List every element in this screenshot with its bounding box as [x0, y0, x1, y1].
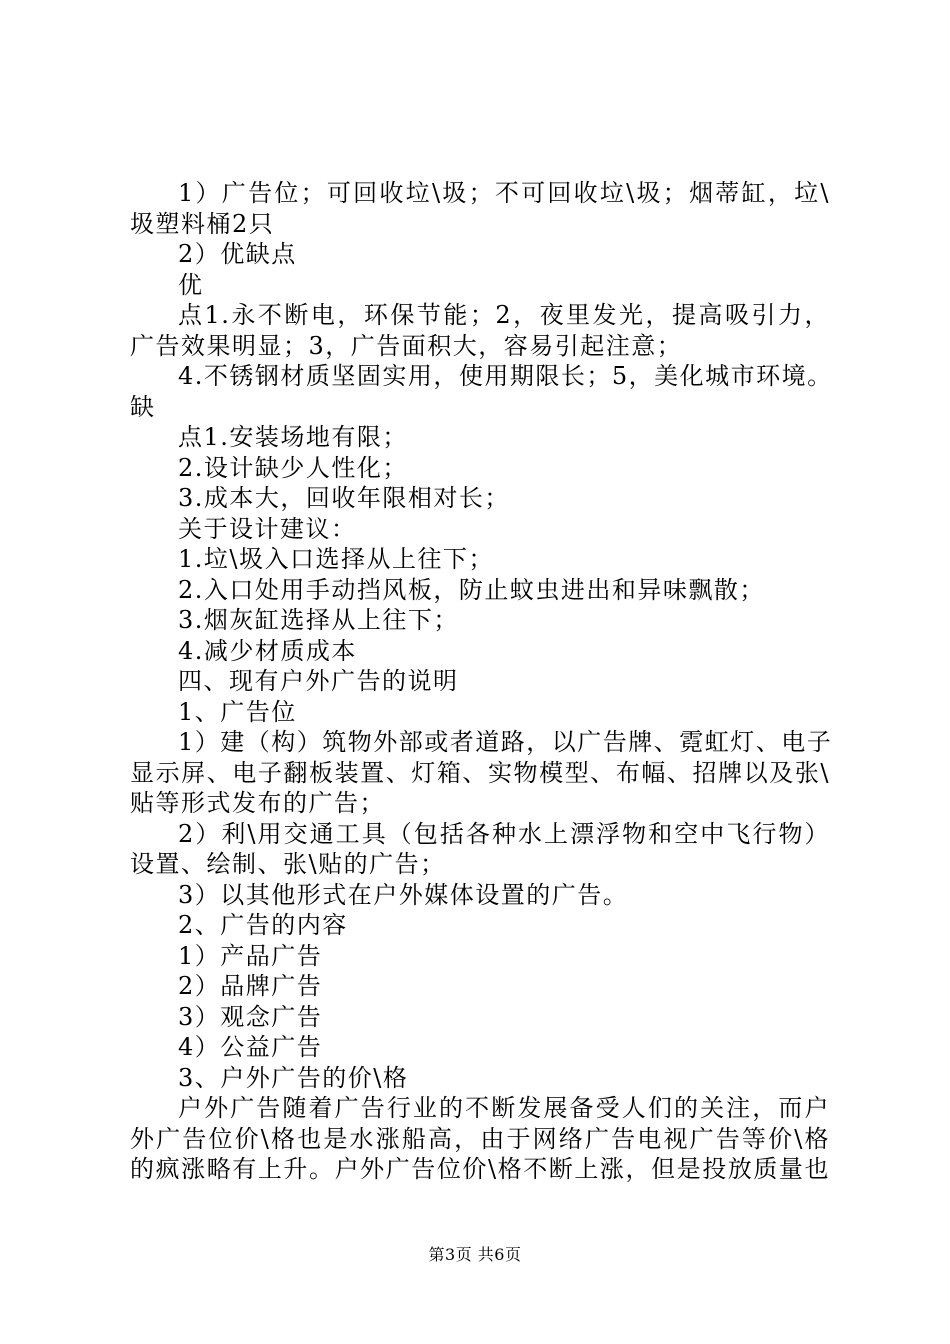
- text-line: 户外广告随着广告行业的不断发展备受人们的关注，而户: [178, 1094, 830, 1122]
- text-line: 1）广告位；可回收垃\圾；不可回收垃\圾；烟蒂缸，垃\: [178, 179, 830, 207]
- text-line: 四、现有户外广告的说明: [178, 667, 459, 695]
- text-line: 的疯涨略有上升。户外广告位价\格不断上涨，但是投放质量也: [130, 1155, 830, 1183]
- text-line: 2）利\用交通工具（包括各种水上漂浮物和空中飞行物）: [178, 819, 830, 848]
- text-line: 4.不锈钢材质坚固实用，使用期限长；5，美化城市环境。: [178, 362, 833, 390]
- text-line: 2.设计缺少人性化；: [178, 453, 408, 482]
- text-line: 显示屏、电子翻板装置、灯箱、实物模型、布幅、招牌以及张\: [130, 758, 830, 787]
- text-line: 设置、绘制、张\贴的广告；: [130, 850, 446, 878]
- text-line: 关于设计建议：: [178, 514, 357, 543]
- text-line: 4）公益广告: [178, 1033, 323, 1061]
- text-line: 外广告位价\格也是水涨船高，由于网络广告电视广告等价\格: [130, 1124, 830, 1153]
- text-line: 3）以其他形式在户外媒体设置的广告。: [178, 880, 629, 909]
- text-line: 1）产品广告: [178, 941, 323, 970]
- text-line: 4.减少材质成本: [178, 636, 357, 665]
- text-line: 2）优缺点: [178, 240, 297, 268]
- text-line: 3.烟灰缸选择从上往下；: [178, 606, 459, 634]
- document-body: [130, 178, 833, 1185]
- page-footer: 第3页 共6页: [428, 1245, 522, 1264]
- text-line: 3、户外广告的价\格: [178, 1063, 409, 1092]
- text-line: 缺: [130, 392, 156, 421]
- text-line: 3）观念广告: [178, 1002, 323, 1031]
- text-line: 点1.安装场地有限；: [178, 423, 408, 451]
- text-line: 点1.永不断电，环保节能；2，夜里发光，提高吸引力，: [178, 301, 830, 329]
- text-line: 3.成本大，回收年限相对长；: [178, 484, 510, 512]
- text-line: 1、广告位: [178, 697, 297, 726]
- text-line: 圾塑料桶2只: [130, 209, 275, 238]
- text-line: 1）建（构）筑物外部或者道路，以广告牌、霓虹灯、电子: [178, 728, 833, 756]
- text-line: 2、广告的内容: [178, 911, 348, 939]
- text-line: 贴等形式发布的广告；: [130, 789, 385, 817]
- text-line: 广告效果明显；3，广告面积大，容易引起注意；: [130, 331, 683, 360]
- text-line: 2.入口处用手动挡风板，防止蚊虫进出和异味飘散；: [178, 575, 765, 604]
- text-line: 优: [178, 270, 204, 299]
- text-line: 1.垃\圾入口选择从上往下；: [178, 545, 494, 573]
- text-line: 2）品牌广告: [178, 972, 323, 1000]
